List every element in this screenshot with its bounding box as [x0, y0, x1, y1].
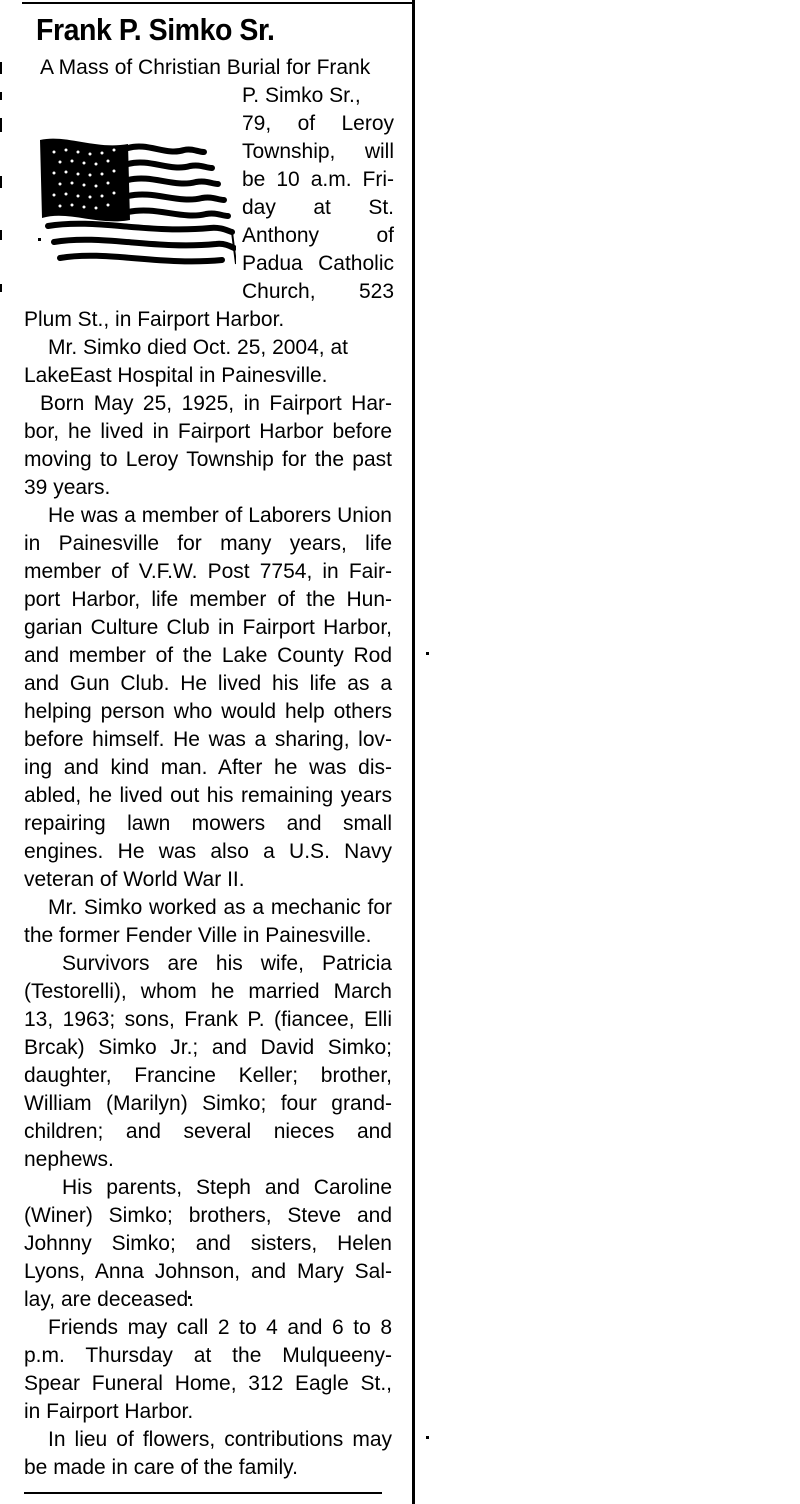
paragraph-4-line: in Painesville for many years, life: [24, 532, 392, 555]
paragraph-8-line: Friends may call 2 to 4 and 6 to 8: [48, 1316, 392, 1339]
paragraph-4-line: ing and kind man. After he was dis-: [24, 756, 392, 779]
paragraph-9-line: In lieu of flowers, contributions may: [48, 1428, 392, 1451]
top-rule: [22, 2, 412, 4]
paragraph-4-line: member of V.F.W. Post 7754, in Fair-: [24, 560, 392, 583]
paragraph-6-line: daughter, Francine Keller; brother,: [24, 1064, 392, 1087]
paragraph-3-line: bor, he lived in Fairport Harbor before: [24, 420, 392, 443]
bottom-rule: [24, 1492, 382, 1494]
paragraph-1-line: Anthony of: [242, 224, 394, 247]
paragraph-1-line: P. Simko Sr.,: [242, 84, 361, 107]
paragraph-1-line: Township, will: [242, 140, 394, 163]
paragraph-3-line: moving to Leroy Township for the past: [24, 448, 392, 471]
paragraph-1-line: A Mass of Christian Burial for Frank: [40, 56, 371, 79]
american-flag-icon: [36, 128, 236, 268]
paragraph-6-line: (Testorelli), whom he married March: [24, 980, 392, 1003]
column-divider: [412, 0, 415, 1504]
paragraph-1-line: day at St.: [242, 196, 394, 219]
paragraph-4-line: and Gun Club. He lived his life as a: [24, 672, 392, 695]
paragraph-6-line: Brcak) Simko Jr.; and David Simko;: [24, 1036, 392, 1059]
paragraph-7-line: lay, are deceased.: [24, 1288, 195, 1311]
paragraph-1-line: Padua Catholic: [242, 252, 394, 275]
paragraph-2-line: Mr. Simko died Oct. 25, 2004, at: [48, 336, 348, 359]
paragraph-4-line: helping person who would help others: [24, 700, 392, 723]
paragraph-4-line: port Harbor, life member of the Hun-: [24, 588, 392, 611]
paragraph-6-line: 13, 1963; sons, Frank P. (fiancee, Elli: [24, 1008, 392, 1031]
paragraph-5-line: Mr. Simko worked as a mechanic for: [48, 896, 392, 919]
paragraph-8-line: p.m. Thursday at the Mulqueeny-: [24, 1344, 392, 1367]
paragraph-4-line: and member of the Lake County Rod: [24, 644, 392, 667]
paragraph-6-line: children; and several nieces and: [24, 1120, 392, 1143]
paragraph-6-line: William (Marilyn) Simko; four grand-: [24, 1092, 392, 1115]
paragraph-8-line: Spear Funeral Home, 312 Eagle St.,: [24, 1372, 392, 1395]
paragraph-6-line: nephews.: [24, 1148, 114, 1171]
paragraph-3-line: 39 years.: [24, 476, 111, 499]
paragraph-4-line: He was a member of Laborers Union: [48, 504, 392, 527]
paragraph-3-line: Born May 25, 1925, in Fairport Har-: [40, 392, 392, 415]
paragraph-7-line: (Winer) Simko; brothers, Steve and: [24, 1204, 392, 1227]
paragraph-6-line: Survivors are his wife, Patricia: [62, 952, 392, 975]
paragraph-1-line: be 10 a.m. Fri-: [242, 168, 394, 191]
paragraph-1-line: Plum St., in Fairport Harbor.: [24, 308, 285, 331]
paragraph-2-line: LakeEast Hospital in Painesville.: [24, 364, 328, 387]
paragraph-4-line: repairing lawn mowers and small: [24, 812, 392, 835]
paragraph-1-line: Church, 523: [242, 280, 394, 303]
paragraph-4-line: garian Culture Club in Fairport Harbor,: [24, 616, 392, 639]
paragraph-1-line: 79, of Leroy: [242, 112, 394, 135]
paragraph-5-line: the former Fender Ville in Painesville.: [24, 924, 372, 947]
paragraph-4-line: engines. He was also a U.S. Navy: [24, 840, 392, 863]
obituary-headline: Frank P. Simko Sr.: [36, 12, 275, 47]
paragraph-4-line: before himself. He was a sharing, lov-: [24, 728, 392, 751]
paragraph-7-line: His parents, Steph and Caroline: [62, 1176, 392, 1199]
paragraph-4-line: abled, he lived out his remaining years: [24, 784, 392, 807]
paragraph-9-line: be made in care of the family.: [24, 1456, 298, 1479]
paragraph-8-line: in Fairport Harbor.: [24, 1400, 194, 1423]
paragraph-4-line: veteran of World War II.: [24, 868, 245, 891]
paragraph-7-line: Lyons, Anna Johnson, and Mary Sal-: [24, 1260, 392, 1283]
paragraph-7-line: Johnny Simko; and sisters, Helen: [24, 1232, 392, 1255]
